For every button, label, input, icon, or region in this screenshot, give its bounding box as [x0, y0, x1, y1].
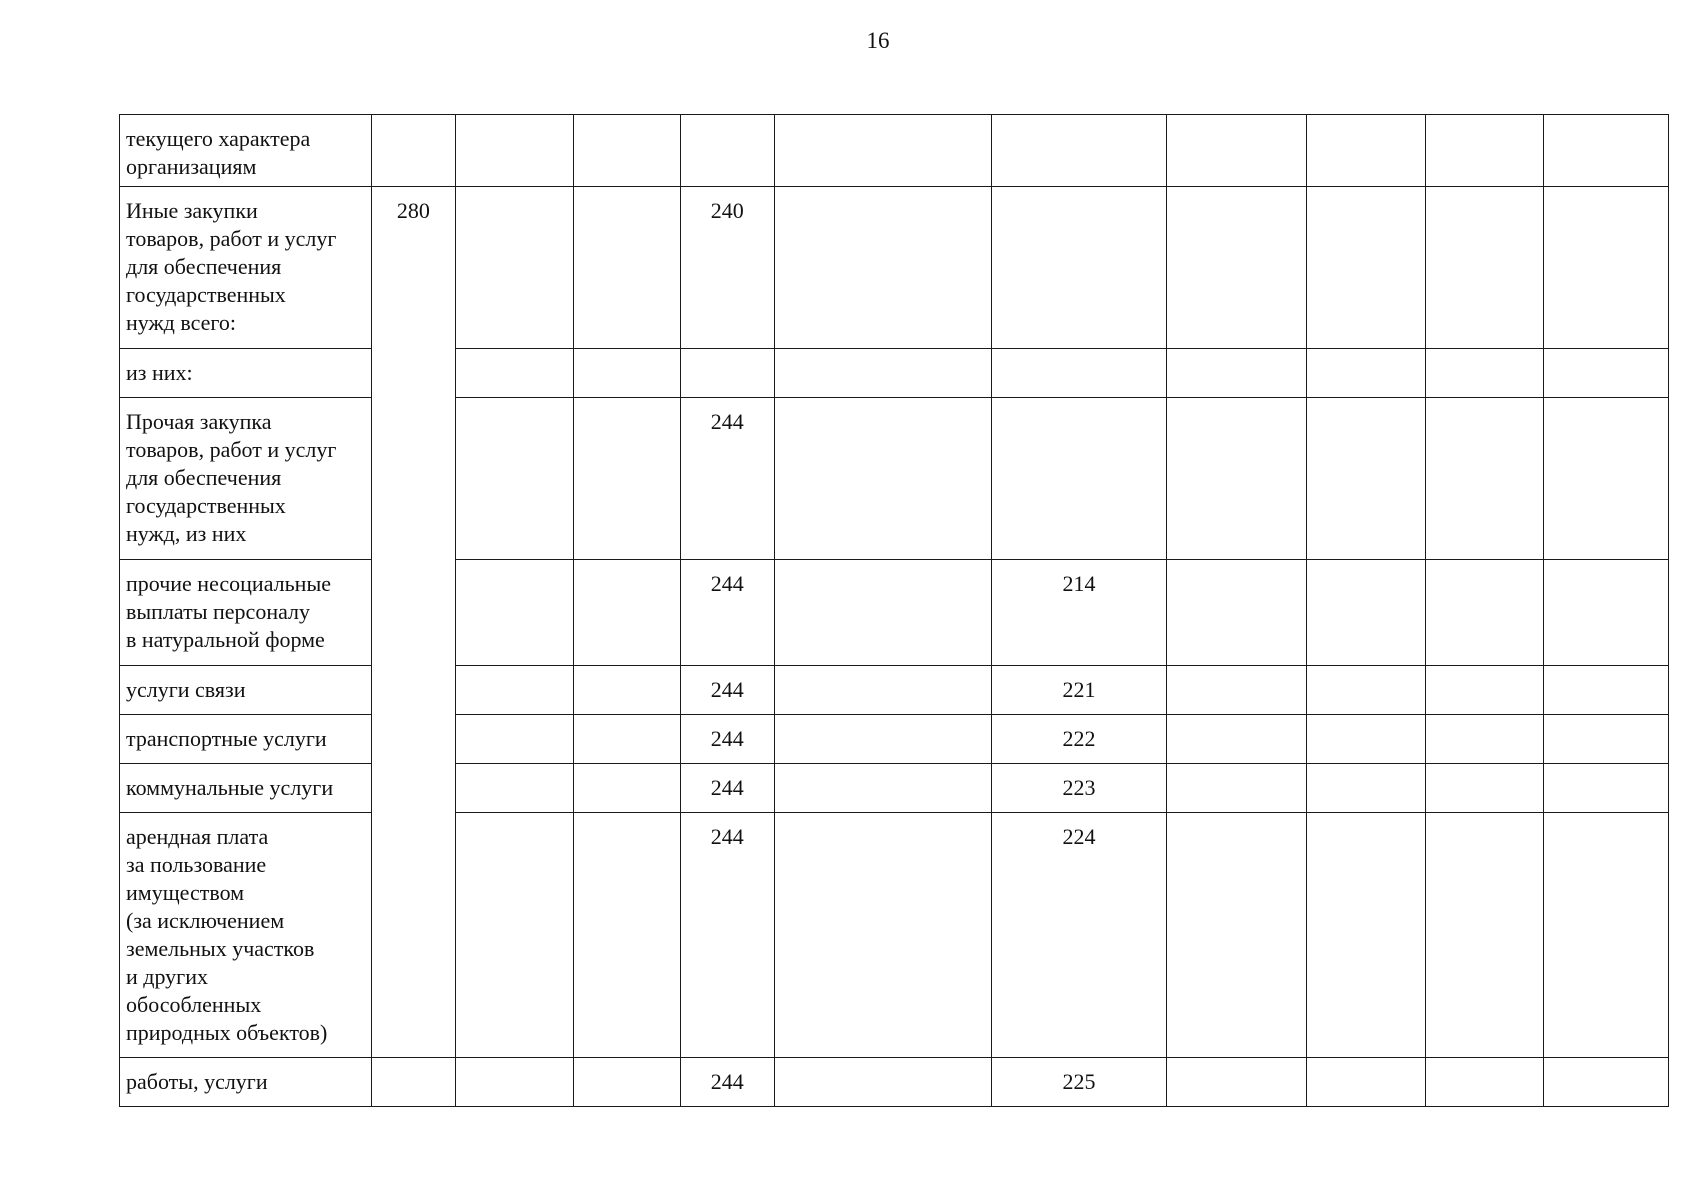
col6-cell — [774, 1058, 992, 1107]
col6-cell — [774, 764, 992, 813]
col9-cell — [1307, 187, 1426, 349]
col8-cell — [1166, 349, 1307, 398]
col8-cell — [1166, 715, 1307, 764]
line-code-cell — [372, 1058, 455, 1107]
row-description: услуги связи — [120, 666, 372, 715]
col6-cell — [774, 715, 992, 764]
kosgu-code-cell: 223 — [992, 764, 1166, 813]
col3-cell — [455, 187, 573, 349]
table-row — [120, 349, 1669, 398]
col4-cell — [573, 764, 680, 813]
col4-cell — [573, 398, 680, 560]
table-row — [120, 1058, 1669, 1107]
col10-cell — [1426, 349, 1544, 398]
table-row — [120, 187, 1669, 349]
col4-cell — [573, 349, 680, 398]
row-description: Иные закупки товаров, работ и услуг для обеспечения государственных нужд всего: — [120, 187, 372, 349]
col10-cell — [1426, 1058, 1544, 1107]
col4-cell — [573, 666, 680, 715]
expense-type-code-cell: 244 — [680, 666, 774, 715]
line-code-cell: 280 — [372, 187, 455, 1058]
row-description: коммунальные услуги — [120, 764, 372, 813]
col3-cell — [455, 666, 573, 715]
row-description: работы, услуги — [120, 1058, 372, 1107]
col3-cell — [455, 715, 573, 764]
col10-cell — [1426, 813, 1544, 1058]
col9-cell — [1307, 349, 1426, 398]
col11-cell — [1544, 187, 1669, 349]
col10-cell — [1426, 715, 1544, 764]
kosgu-code-cell — [992, 398, 1166, 560]
col3-cell — [455, 560, 573, 666]
table-row — [120, 715, 1669, 764]
col9-cell — [1307, 764, 1426, 813]
col8-cell — [1166, 1058, 1307, 1107]
expense-type-code-cell: 244 — [680, 813, 774, 1058]
col6-cell — [774, 813, 992, 1058]
expense-type-code-cell: 244 — [680, 1058, 774, 1107]
col10-cell — [1426, 764, 1544, 813]
expense-type-code-cell: 244 — [680, 715, 774, 764]
col6-cell — [774, 187, 992, 349]
col11-cell — [1544, 715, 1669, 764]
row-description: прочие несоциальные выплаты персоналу в натуральной форме — [120, 560, 372, 666]
table-row — [120, 666, 1669, 715]
col9-cell — [1307, 715, 1426, 764]
col6-cell — [774, 398, 992, 560]
kosgu-code-cell: 222 — [992, 715, 1166, 764]
budget-form-table — [119, 114, 1669, 1107]
kosgu-code-cell: 214 — [992, 560, 1166, 666]
col11-cell — [1544, 764, 1669, 813]
row-description: транспортные услуги — [120, 715, 372, 764]
expense-type-code-cell — [680, 349, 774, 398]
col3-cell — [455, 764, 573, 813]
col8-cell — [1166, 813, 1307, 1058]
expense-type-code-cell: 244 — [680, 764, 774, 813]
col10-cell — [1426, 115, 1544, 187]
col4-cell — [573, 1058, 680, 1107]
kosgu-code-cell — [992, 187, 1166, 349]
page-number: 16 — [866, 28, 890, 53]
col10-cell — [1426, 187, 1544, 349]
col8-cell — [1166, 560, 1307, 666]
col4-cell — [573, 560, 680, 666]
table-row — [120, 764, 1669, 813]
col8-cell — [1166, 764, 1307, 813]
col6-cell — [774, 349, 992, 398]
col9-cell — [1307, 398, 1426, 560]
col8-cell — [1166, 187, 1307, 349]
col6-cell — [774, 115, 992, 187]
col3-cell — [455, 1058, 573, 1107]
row-description: текущего характера организациям — [120, 115, 372, 187]
col11-cell — [1544, 349, 1669, 398]
table-body — [120, 115, 1669, 1107]
table-row — [120, 813, 1669, 1058]
col9-cell — [1307, 115, 1426, 187]
col3-cell — [455, 349, 573, 398]
col4-cell — [573, 187, 680, 349]
col10-cell — [1426, 398, 1544, 560]
expense-type-code-cell — [680, 115, 774, 187]
table-row — [120, 398, 1669, 560]
kosgu-code-cell: 221 — [992, 666, 1166, 715]
col3-cell — [455, 115, 573, 187]
row-description: Прочая закупка товаров, работ и услуг для обеспечения государственных нужд, из них — [120, 398, 372, 560]
col6-cell — [774, 666, 992, 715]
col6-cell — [774, 560, 992, 666]
line-code-cell — [372, 115, 455, 187]
col9-cell — [1307, 1058, 1426, 1107]
col11-cell — [1544, 115, 1669, 187]
row-description: из них: — [120, 349, 372, 398]
col3-cell — [455, 398, 573, 560]
col8-cell — [1166, 115, 1307, 187]
col9-cell — [1307, 666, 1426, 715]
col4-cell — [573, 115, 680, 187]
kosgu-code-cell: 225 — [992, 1058, 1166, 1107]
col11-cell — [1544, 560, 1669, 666]
row-description: арендная плата за пользование имуществом (за исключением земельных участков и других обособленных природных объектов) — [120, 813, 372, 1058]
col4-cell — [573, 813, 680, 1058]
col11-cell — [1544, 666, 1669, 715]
col9-cell — [1307, 560, 1426, 666]
col11-cell — [1544, 1058, 1669, 1107]
table-row — [120, 115, 1669, 187]
kosgu-code-cell: 224 — [992, 813, 1166, 1058]
col10-cell — [1426, 666, 1544, 715]
col8-cell — [1166, 666, 1307, 715]
col4-cell — [573, 715, 680, 764]
expense-type-code-cell: 240 — [680, 187, 774, 349]
col9-cell — [1307, 813, 1426, 1058]
col8-cell — [1166, 398, 1307, 560]
expense-type-code-cell: 244 — [680, 398, 774, 560]
kosgu-code-cell — [992, 349, 1166, 398]
kosgu-code-cell — [992, 115, 1166, 187]
table-row — [120, 560, 1669, 666]
col11-cell — [1544, 398, 1669, 560]
col10-cell — [1426, 560, 1544, 666]
expense-type-code-cell: 244 — [680, 560, 774, 666]
col11-cell — [1544, 813, 1669, 1058]
col3-cell — [455, 813, 573, 1058]
